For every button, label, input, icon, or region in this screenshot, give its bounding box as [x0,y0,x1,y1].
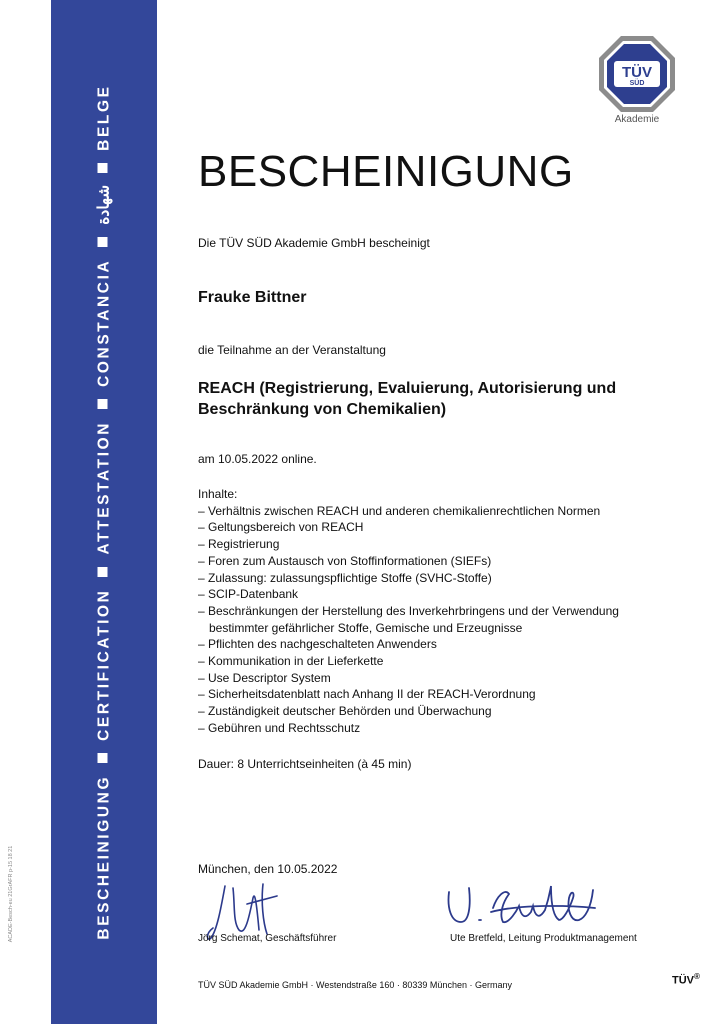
footer-mark-text: TÜV [672,974,694,987]
list-item: – Beschränkungen der Herstellung des Inverkehrbringens und der Verwendung bestimmter gefährlicher Stoffe, Gemische und Erzeugnisse [198,603,619,635]
registered-mark: ® [694,972,700,981]
list-item: – SCIP-Datenbank [198,587,299,602]
signatory-2: Ute Bretfeld, Leitung Produktmanagement [450,933,637,944]
document-title: BESCHEINIGUNG [198,147,574,196]
list-item: – Registrierung [198,537,280,552]
band-separator [98,237,108,247]
event-date: am 10.05.2022 online. [198,452,317,466]
band-word-belge: BELGE [95,84,113,151]
contents-list [198,503,668,737]
band-word-bescheinigung: BESCHEINIGUNG [95,774,113,940]
band-text [95,42,114,982]
signature-2-icon [443,878,603,934]
list-item: – Foren zum Austausch von Stoffinformationen (SIEFs) [198,553,492,568]
logo-wordmark-bottom: SÜD [629,80,645,87]
contents-heading: Inhalte: [198,487,238,501]
place-date: München, den 10.05.2022 [198,862,338,876]
duration-text: Dauer: 8 Unterrichtseinheiten (à 45 min) [198,757,412,771]
contents-section [198,486,668,737]
list-item: – Use Descriptor System [198,670,331,685]
tuv-octagon-icon [597,34,677,114]
band-separator [98,753,108,763]
band-word-attestation: ATTESTATION [95,420,113,555]
tuv-sud-logo [597,34,677,130]
logo-wordmark-top: TÜV [622,64,652,81]
logo-caption: Akademie [614,114,660,125]
list-item: – Sicherheitsdatenblatt nach Anhang II der REACH-Verordnung [198,687,536,702]
band-separator [98,163,108,173]
document-code: ACADE-Besch-eu 21GrAFR p-15 18 21 [8,845,14,943]
signatory-1: Jörg Schemat, Geschäftsführer [198,933,337,944]
band-separator [98,399,108,409]
list-item: – Verhältnis zwischen REACH und anderen chemikalienrechtlichen Normen [198,503,601,518]
list-item: – Zulassung: zulassungspflichtige Stoffe (SVHC-Stoffe) [198,570,492,585]
list-item: – Pflichten des nachgeschalteten Anwenders [198,637,437,652]
participant-name: Frauke Bittner [198,289,307,306]
band-word-arabic: شهادة [95,184,113,225]
list-item: – Gebühren und Rechtsschutz [198,720,361,735]
list-item: – Kommunikation in der Lieferkette [198,654,384,669]
footer-address: TÜV SÜD Akademie GmbH · Westendstraße 160 · 80339 München · Germany [198,980,512,990]
course-title: REACH (Registrierung, Evaluierung, Autorisierung und Beschränkung von Chemikalien) [198,380,617,418]
footer-tuv-mark [672,972,700,987]
list-item: – Zuständigkeit deutscher Behörden und Überwachung [198,704,492,719]
participation-text: die Teilnahme an der Veranstaltung [198,343,386,357]
band-word-constancia: CONSTANCIA [95,258,113,387]
band-word-certification: CERTIFICATION [95,588,113,741]
list-item: – Geltungsbereich von REACH [198,520,364,535]
intro-text: Die TÜV SÜD Akademie GmbH bescheinigt [198,236,430,250]
multilingual-band [51,0,157,1024]
band-separator [98,567,108,577]
